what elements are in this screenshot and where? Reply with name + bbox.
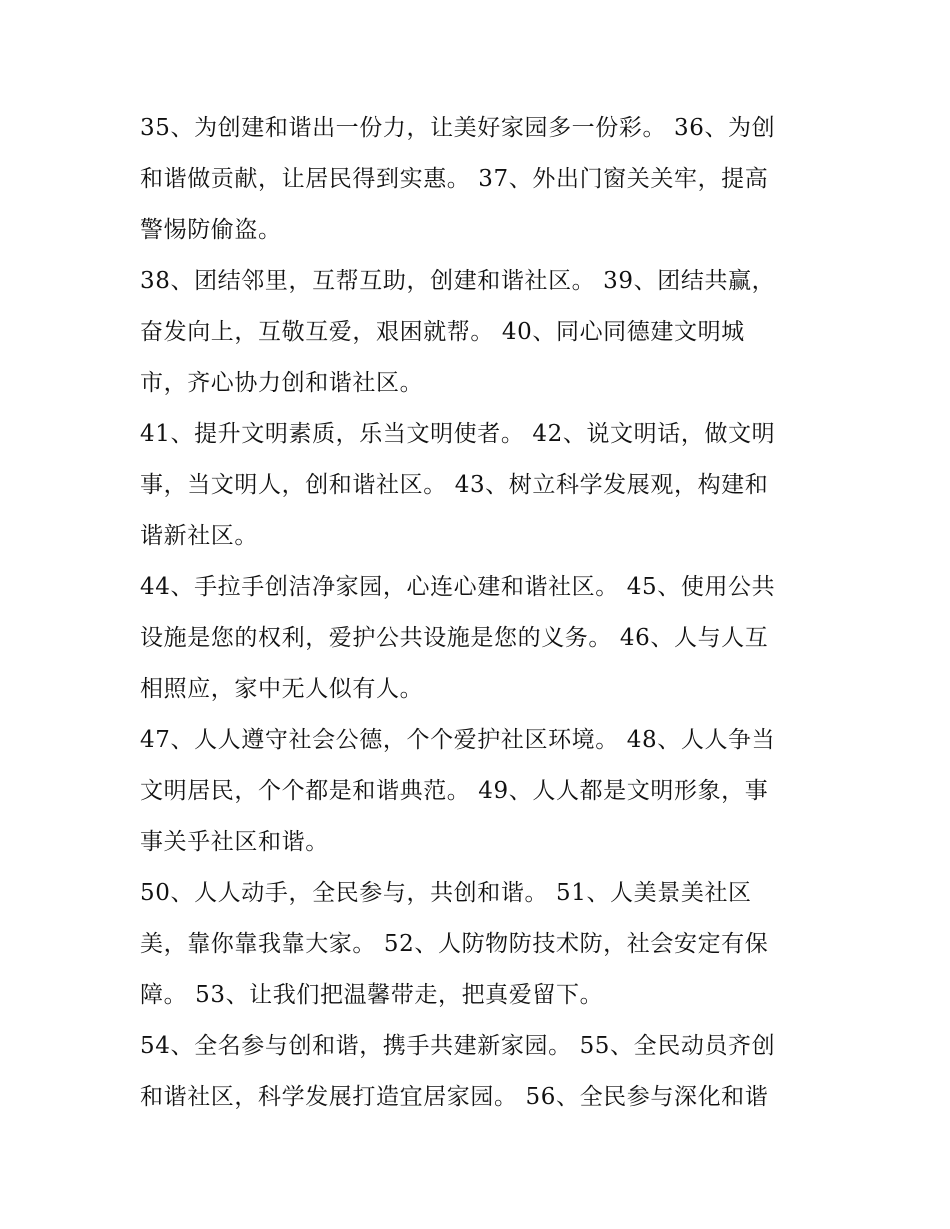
text-line: 事，当文明人，创和谐社区。 43、树立科学发展观，构建和 [140, 472, 769, 498]
paragraph-35-37 [140, 103, 800, 256]
paragraph-41-43 [140, 409, 800, 562]
text-line: 44、手拉手创洁净家园，心连心建和谐社区。 45、使用公共 [140, 574, 776, 600]
text-line: 54、全名参与创和谐，携手共建新家园。 55、全民动员齐创 [140, 1033, 776, 1059]
text-line: 47、人人遵守社会公德，个个爱护社区环境。 48、人人争当 [140, 727, 776, 753]
text-line: 和谐社区，科学发展打造宜居家园。 56、全民参与深化和谐 [140, 1084, 769, 1110]
paragraph-47-49 [140, 715, 800, 868]
text-line: 警惕防偷盗。 [140, 217, 282, 243]
text-line: 设施是您的权利，爱护公共设施是您的义务。 46、人与人互 [140, 625, 769, 651]
document-body [140, 103, 800, 1123]
text-line: 障。 53、让我们把温馨带走，把真爱留下。 [140, 982, 604, 1008]
text-line: 和谐做贡献，让居民得到实惠。 37、外出门窗关关牢，提高 [140, 166, 769, 192]
paragraph-50-53 [140, 868, 800, 1021]
text-line: 市，齐心协力创和谐社区。 [140, 370, 424, 396]
text-line: 35、为创建和谐出一份力，让美好家园多一份彩。 36、为创 [140, 115, 776, 141]
paragraph-54-56 [140, 1021, 800, 1123]
text-line: 50、人人动手，全民参与，共创和谐。 51、人美景美社区 [140, 880, 752, 906]
text-line: 事关乎社区和谐。 [140, 829, 329, 855]
text-line: 美，靠你靠我靠大家。 52、人防物防技术防，社会安定有保 [140, 931, 769, 957]
text-line: 38、团结邻里，互帮互助，创建和谐社区。 39、团结共赢， [140, 268, 776, 294]
paragraph-38-40 [140, 256, 800, 409]
paragraph-44-46 [140, 562, 800, 715]
text-line: 41、提升文明素质，乐当文明使者。 42、说文明话，做文明 [140, 421, 776, 447]
text-line: 相照应，家中无人似有人。 [140, 676, 424, 702]
text-line: 奋发向上，互敬互爱，艰困就帮。 40、同心同德建文明城 [140, 319, 745, 345]
text-line: 文明居民，个个都是和谐典范。 49、人人都是文明形象，事 [140, 778, 769, 804]
text-line: 谐新社区。 [140, 523, 258, 549]
